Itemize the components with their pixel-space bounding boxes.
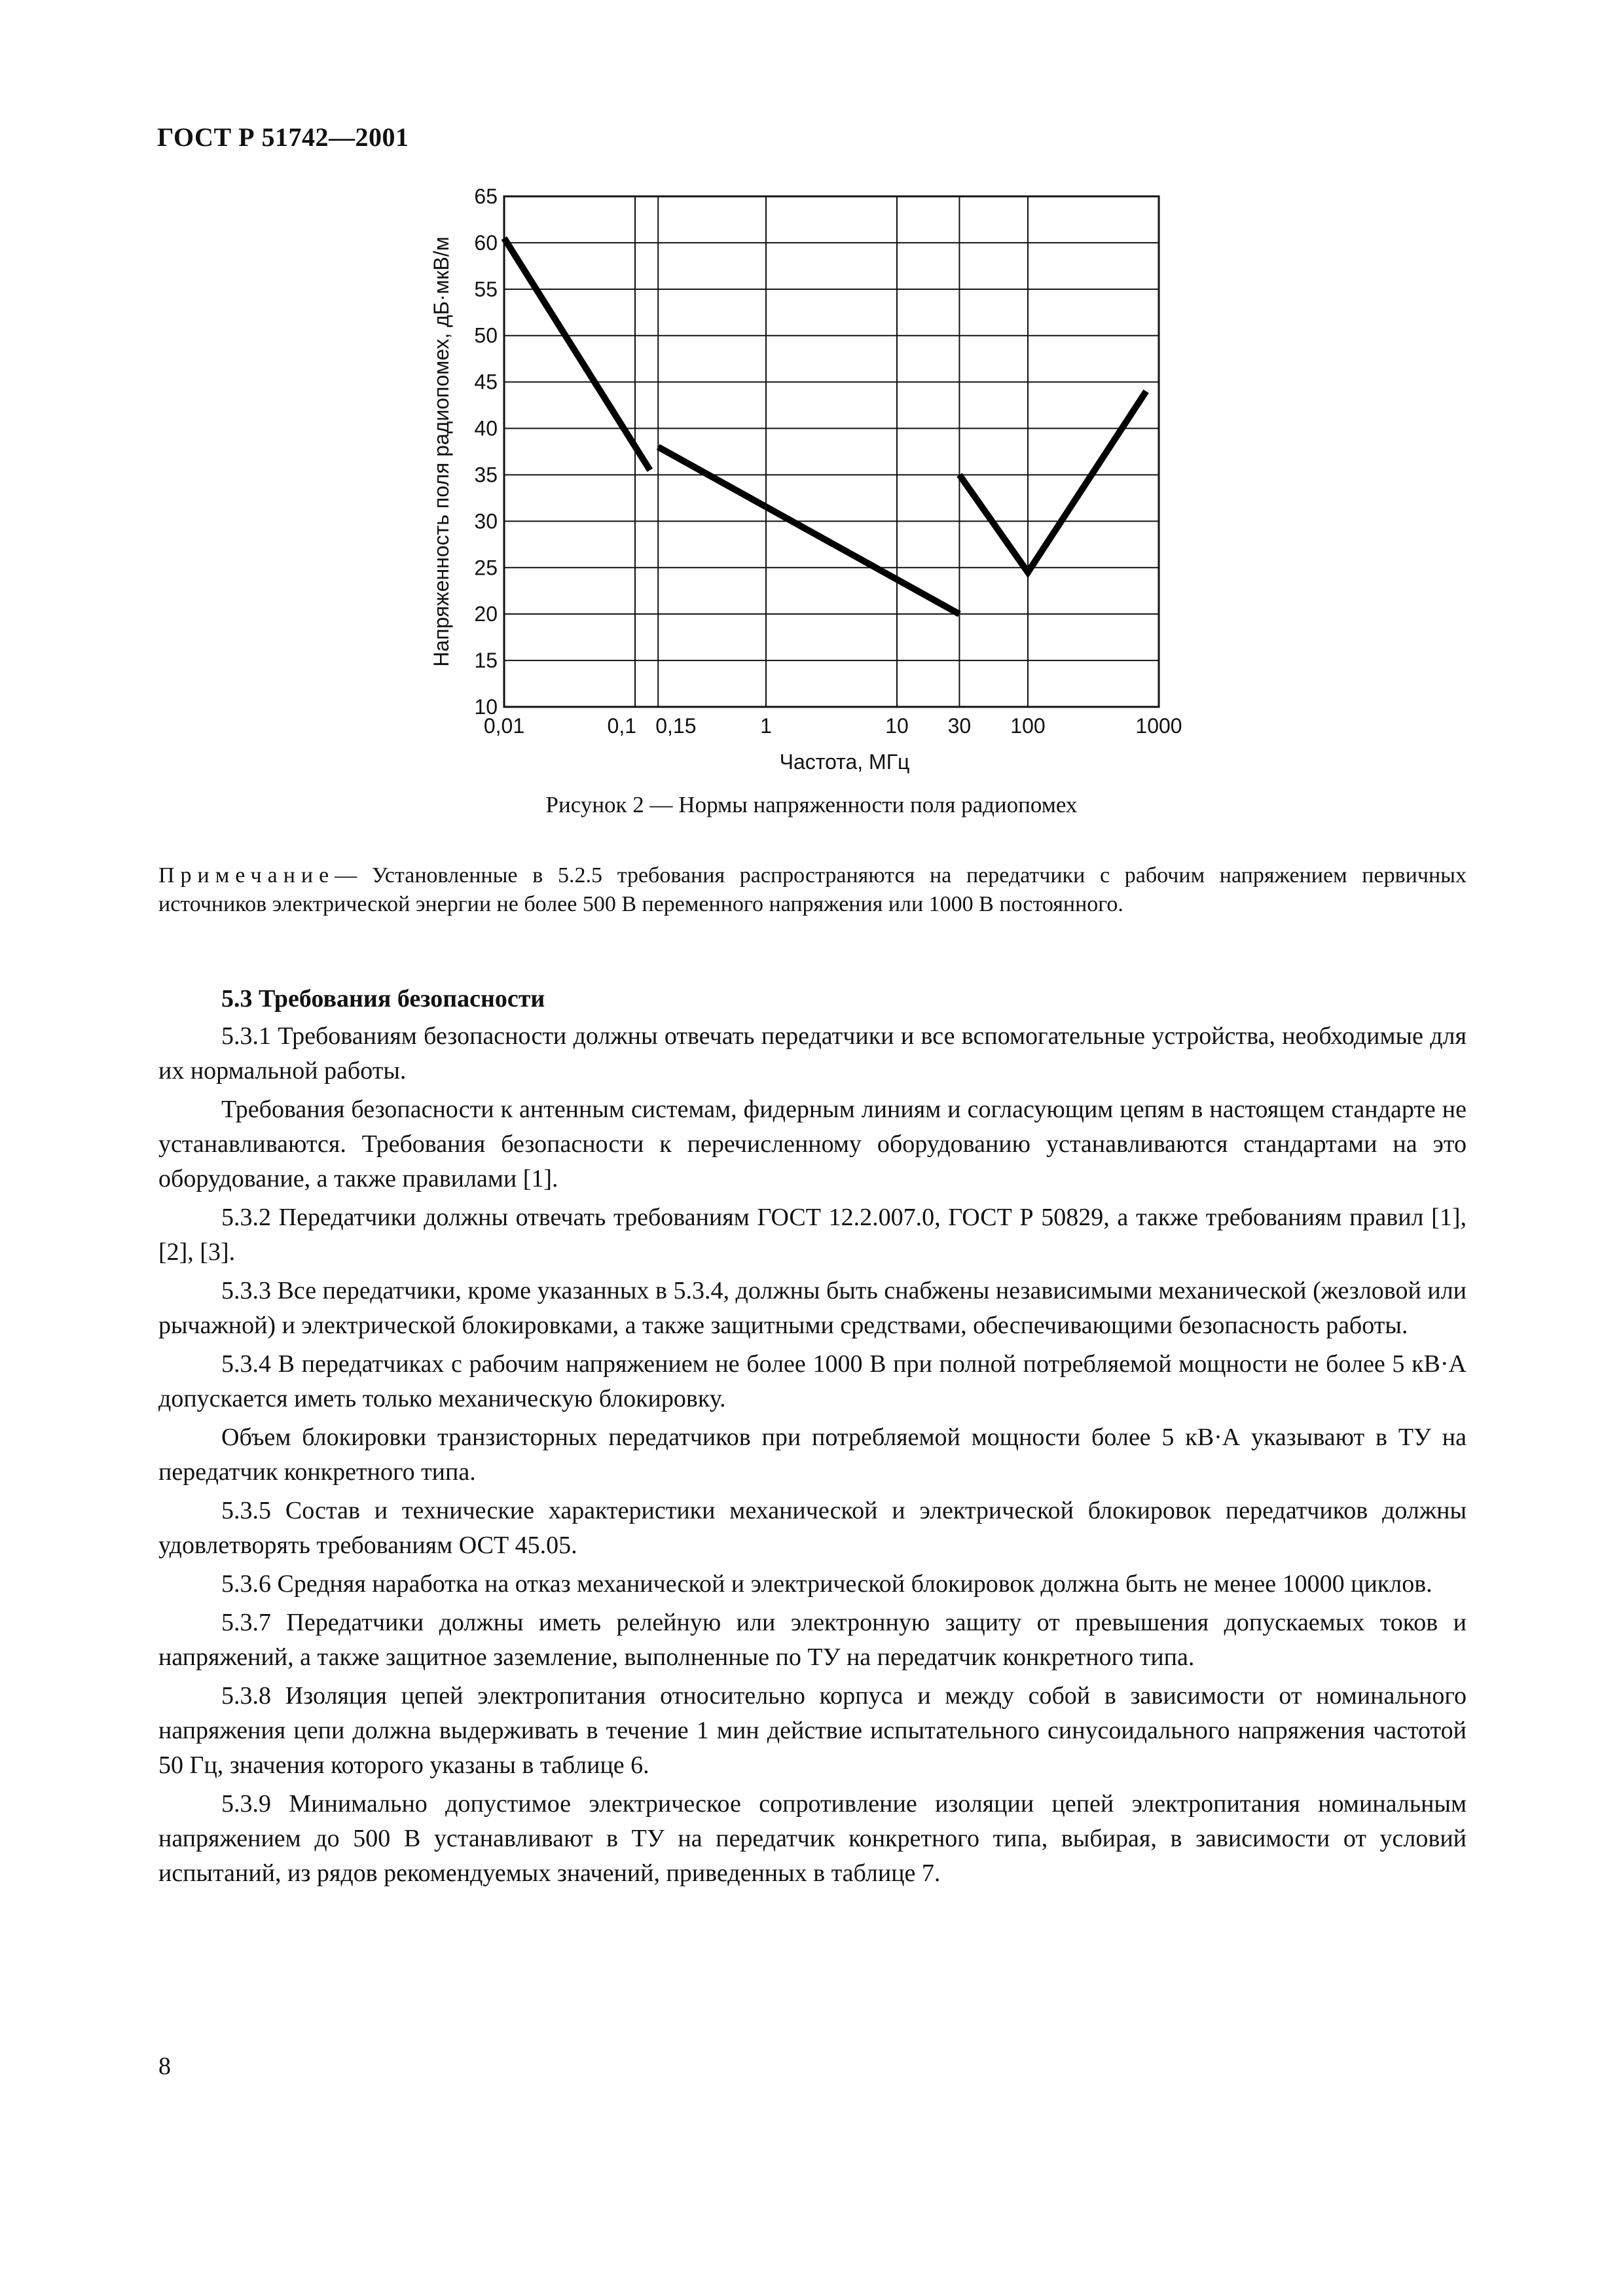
limit-line-segment <box>959 391 1146 573</box>
paragraph: Требования безопасности к антенным системам, фидерным линиям и согласующим цепям в настоящем стандарте не устанавливаются. Требования безопасности к перечисленному оборудованию устанавливаются стандартами на это оборудование, а также правилами [1]. <box>158 1096 1467 1193</box>
document-header: ГОСТ Р 51742—2001 <box>157 122 409 152</box>
y-axis-label: Напряженность поля радиопомех, дБ·мкВ/м <box>429 236 453 667</box>
x-tick-label: 0,1 <box>607 714 636 738</box>
note-label: Примечание <box>158 863 335 888</box>
paragraph: 5.3.9 Минимально допустимое электрическое сопротивление изоляции цепей электропитания номинальным напряжением до 500 В устанавливают в ТУ на передатчик конкретного типа, выбирая, в зависимости от условий испытаний, из рядов рекомендуемых значений, приведенных в таблице 7. <box>158 1790 1467 1887</box>
limit-line-segment <box>504 238 650 471</box>
paragraph: 5.3.8 Изоляция цепей электропитания относительно корпуса и между собой в зависимости от номинального напряжения цепи должна выдерживать в течение 1 мин действие испытательного синусоидального напряжения частотой 50 Гц, значения которого указаны в таблице 6. <box>158 1682 1467 1779</box>
paragraph: Объем блокировки транзисторных передатчиков при потребляемой мощности более 5 кВ·А указывают в ТУ на передатчик конкретного типа. <box>158 1424 1467 1486</box>
paragraph: 5.3.6 Средняя наработка на отказ механической и электрической блокировок должна быть не менее 10000 циклов. <box>221 1570 1432 1598</box>
section-body <box>158 982 1467 1895</box>
y-tick-label: 20 <box>474 602 498 626</box>
y-tick-label: 45 <box>474 370 498 394</box>
y-tick-label: 60 <box>474 230 498 255</box>
x-tick-label: 0,15 <box>655 714 697 738</box>
plot-frame <box>504 196 1159 707</box>
x-tick-label: 10 <box>885 714 909 738</box>
paragraph: 5.3.3 Все передатчики, кроме указанных в 5.3.4, должны быть снабжены независимыми механической (жезловой или рычажной) и электрической блокировками, а также защитными средствами, обеспечивающими безопасность работы. <box>158 1277 1467 1339</box>
paragraph: 5.3.5 Состав и технические характеристики механической и электрической блокировок передатчиков должны удовлетворять требованиям ОСТ 45.05. <box>158 1497 1467 1559</box>
y-tick-label: 15 <box>474 649 498 673</box>
y-tick-label: 55 <box>474 277 498 301</box>
paragraph: 5.3.1 Требованиям безопасности должны отвечать передатчики и все вспомогательные устройства, необходимые для их нормальной работы. <box>158 1022 1467 1085</box>
y-tick-label: 40 <box>474 416 498 440</box>
chart <box>393 170 1244 798</box>
field-strength-chart <box>393 170 1244 798</box>
figure-caption: Рисунок 2 — Нормы напряженности поля радиопомех <box>545 792 1078 817</box>
section-title: 5.3 Требования безопасности <box>221 985 545 1013</box>
y-tick-label: 35 <box>474 463 498 487</box>
y-tick-label: 30 <box>474 509 498 533</box>
x-tick-label: 0,01 <box>483 714 525 738</box>
paragraph: 5.3.4 В передатчиках с рабочим напряжением не более 1000 В при полной потребляемой мощности не более 5 кВ·А допускается иметь только механическую блокировку. <box>158 1350 1467 1412</box>
chart-ticks <box>474 185 1182 738</box>
x-tick-label: 100 <box>1010 714 1046 738</box>
x-tick-label: 30 <box>947 714 972 738</box>
y-tick-label: 50 <box>474 323 498 348</box>
x-tick-label: 1 <box>760 714 772 738</box>
paragraph: 5.3.2 Передатчики должны отвечать требованиям ГОСТ 12.2.007.0, ГОСТ Р 50829, а также требованиям правил [1], [2], [3]. <box>158 1204 1467 1266</box>
limit-line-segment <box>658 447 959 614</box>
x-tick-label: 1000 <box>1135 714 1182 738</box>
chart-series <box>504 238 1146 614</box>
paragraph: 5.3.7 Передатчики должны иметь релейную или электронную защиту от превышения допускаемых токов и напряжений, а также защитное заземление, выполненные по ТУ на передатчик конкретного типа. <box>158 1609 1467 1671</box>
note <box>158 861 1467 919</box>
chart-grid <box>504 196 1159 707</box>
note-text: — Установленные в 5.2.5 требования распространяются на передатчики с рабочим напряжением первичных источников электрической энергии не более 500 В переменного напряжения или 1000 В постоянного. <box>158 863 1467 916</box>
y-tick-label: 10 <box>474 695 498 719</box>
y-tick-label: 65 <box>474 185 498 208</box>
page-number: 8 <box>158 2053 171 2080</box>
x-axis-label: Частота, МГц <box>779 750 910 774</box>
y-tick-label: 25 <box>474 556 498 580</box>
